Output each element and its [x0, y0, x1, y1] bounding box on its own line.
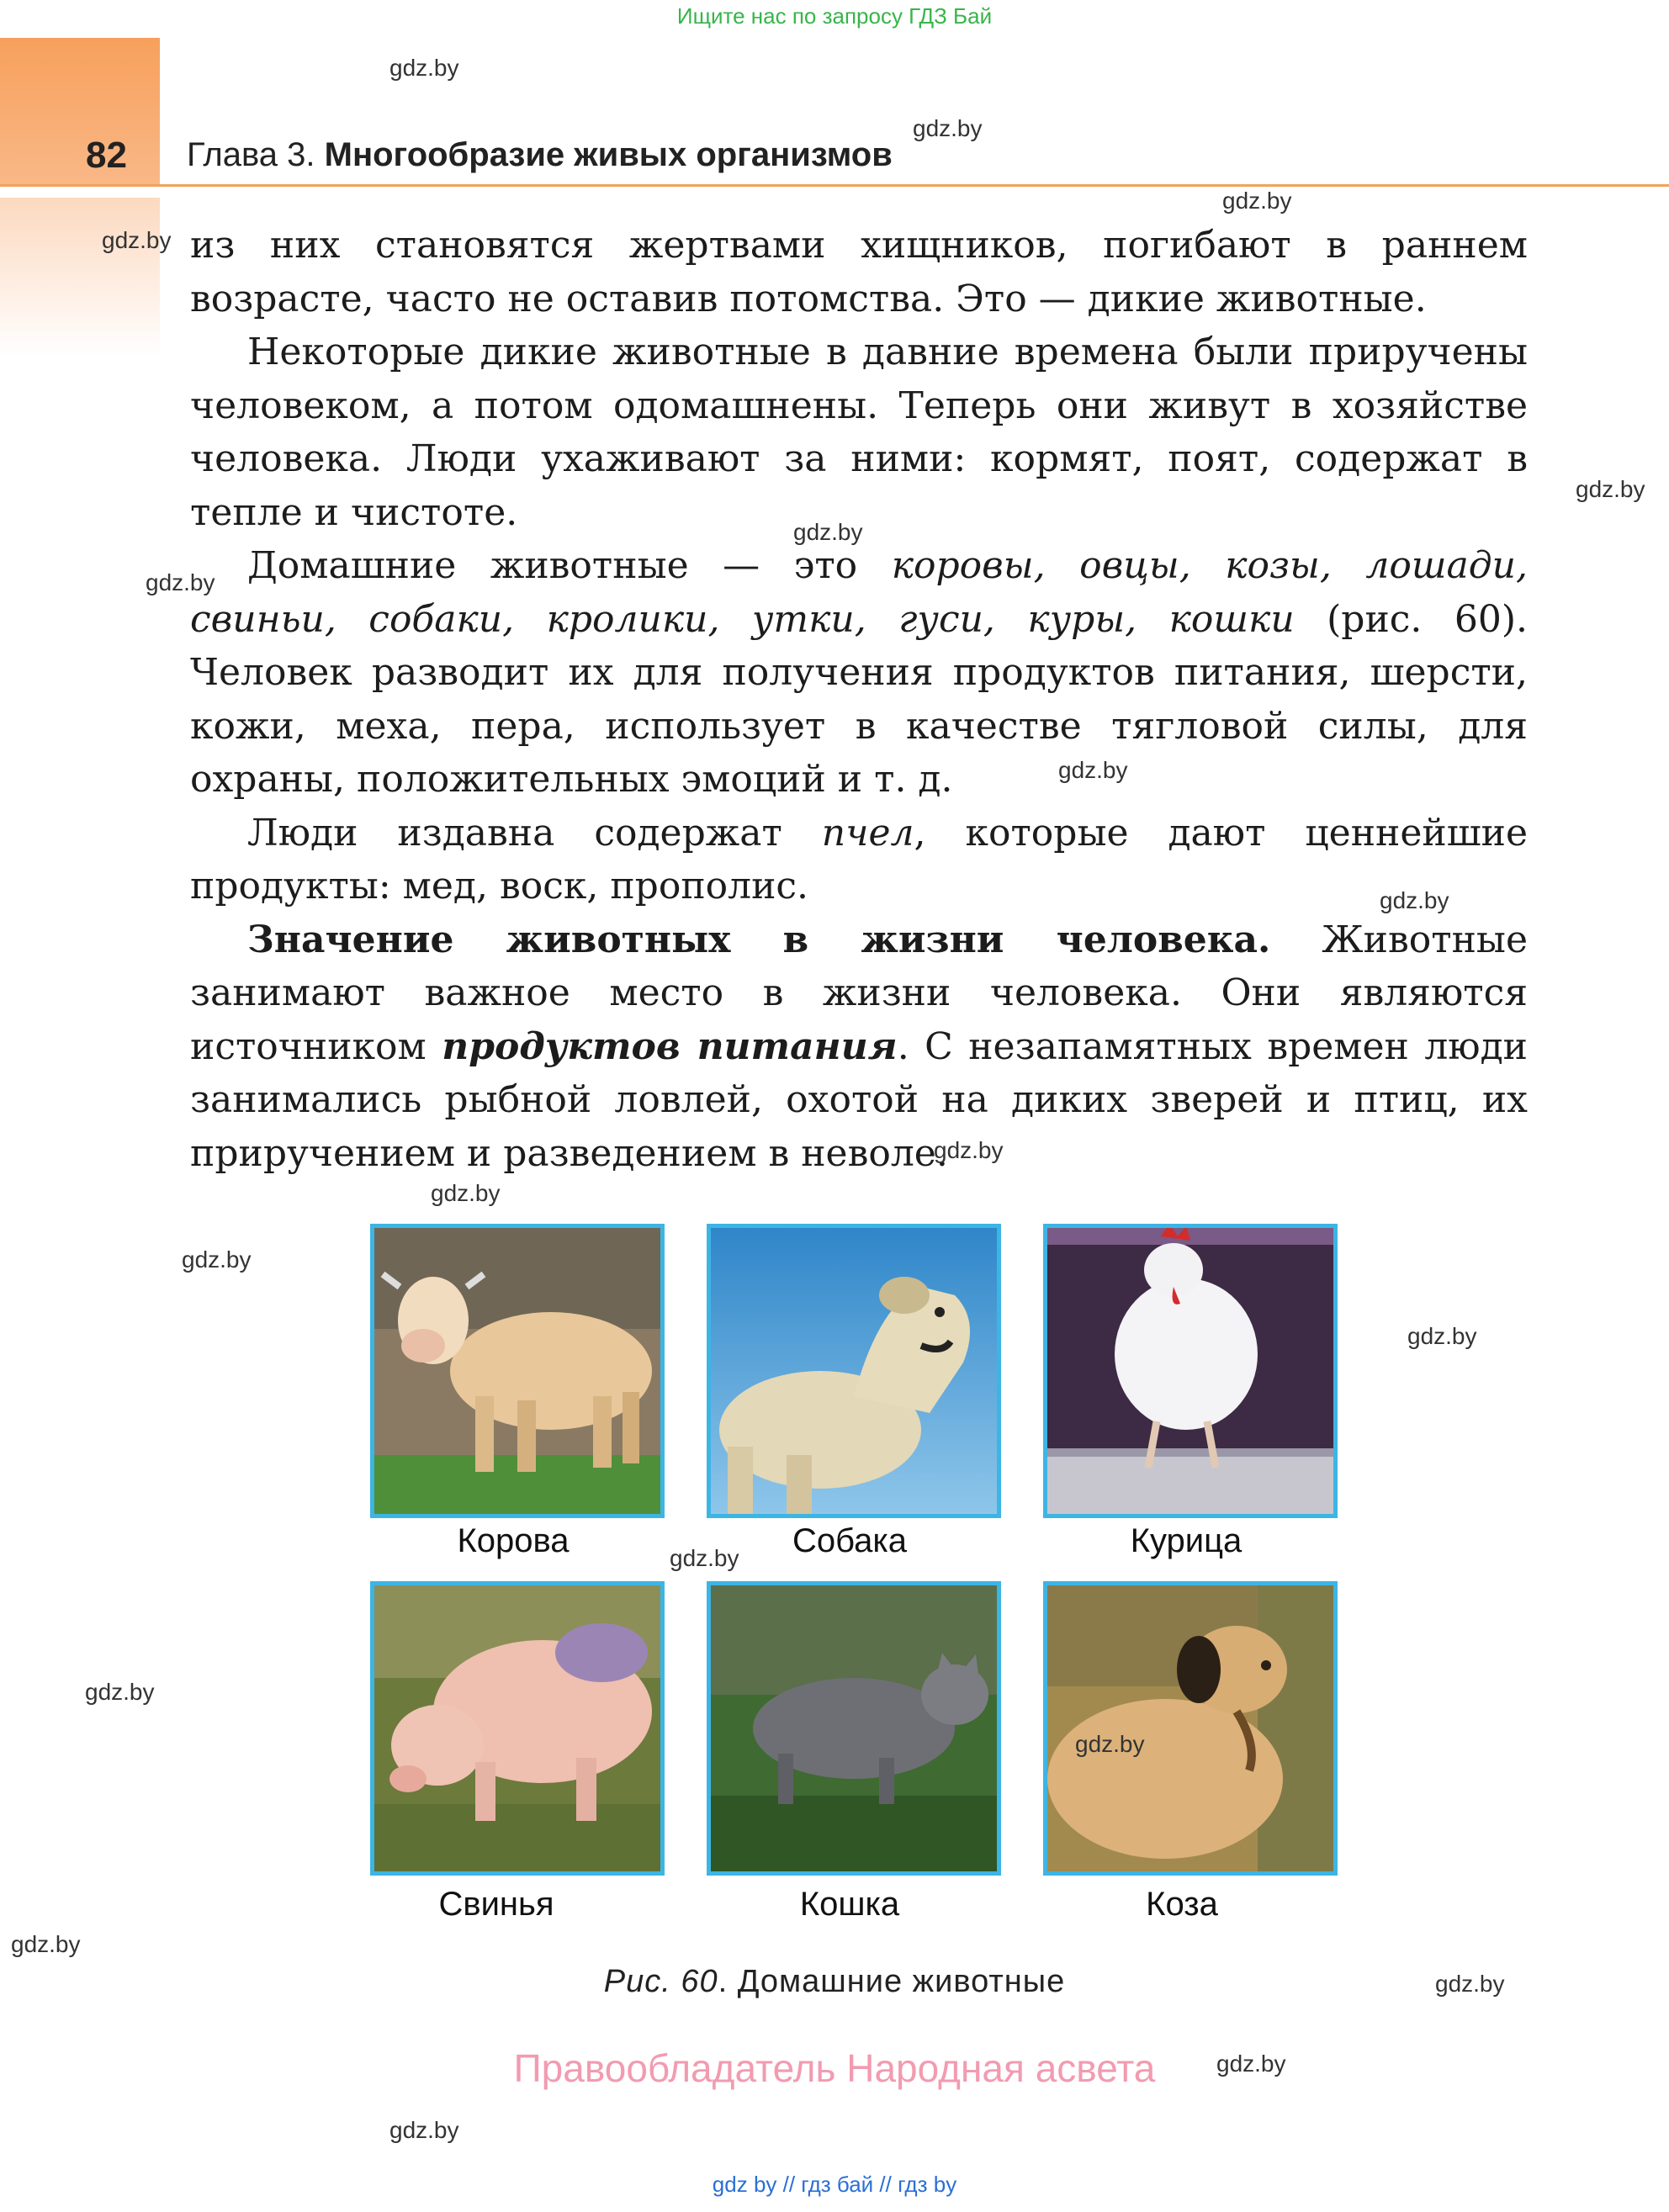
- cow-illustration: [374, 1228, 660, 1514]
- p5-food-products: продуктов питания: [442, 1024, 898, 1068]
- body-text: [190, 219, 1528, 1180]
- p4-bees: пчел: [821, 811, 914, 855]
- watermark: gdz.by: [431, 1180, 501, 1206]
- watermark: gdz.by: [389, 2117, 459, 2143]
- watermark: gdz.by: [670, 1545, 739, 1571]
- label-cat: Кошка: [799, 1886, 900, 1923]
- paragraph-4: [190, 807, 1528, 913]
- label-chicken: Курица: [1130, 1522, 1242, 1559]
- footer-links[interactable]: gdz by // гдз бай // гдз by: [712, 2172, 957, 2197]
- paragraph-2: Некоторые дикие животные в давние времена были приручены человеком, а потом одомашнены. Теперь они живут в хозяйстве человека. Люди ухаживают за ними: кормят, поят, содержат в тепле и чистоте.: [190, 331, 1528, 534]
- label-pig: Свинья: [438, 1886, 554, 1923]
- watermark: gdz.by: [85, 1679, 155, 1705]
- page-number-tab: [0, 38, 160, 185]
- paragraph-3: [190, 539, 1528, 807]
- photo-goat: [1043, 1581, 1338, 1876]
- page-number: 82: [86, 135, 127, 176]
- paragraph-1: из них становятся жертвами хищников, погибают в раннем возрасте, часто не оставив потомства. Это — дикие животные.: [190, 224, 1528, 320]
- p5-end: . С незапамятных времен люди занимались рыбной ловлей, охотой на диких зверей и птиц, их приручением и разведением в неволе.: [190, 1024, 1528, 1175]
- chapter-prefix: Глава 3.: [187, 136, 325, 173]
- watermark: gdz.by: [102, 227, 172, 253]
- photo-pig: [370, 1581, 665, 1876]
- top-search-hint[interactable]: Ищите нас по запросу ГДЗ Бай: [676, 3, 993, 29]
- pig-illustration: [374, 1585, 660, 1871]
- watermark: gdz.by: [1075, 1731, 1145, 1757]
- figure-60: [320, 1161, 1413, 1923]
- figure-caption: [0, 1964, 1669, 2000]
- photo-cat: [707, 1581, 1001, 1876]
- p3-end: (рис. 60). Человек разводит их для получения продуктов питания, шерсти, кожи, меха, пера, использует в качестве тягловой силы, для охраны, положительных эмоций и т. д.: [190, 597, 1528, 801]
- dog-illustration: [711, 1228, 997, 1514]
- chapter-heading: [187, 136, 893, 174]
- watermark: gdz.by: [389, 55, 459, 81]
- watermark: gdz.by: [1058, 757, 1128, 783]
- p3-animal-list: коровы, овцы, козы, лошади, свиньи, собаки, кролики, утки, гуси, куры, кошки: [190, 544, 1529, 641]
- p4-end: , которые дают ценнейшие продукты: мед, воск, прополис.: [190, 811, 1528, 908]
- copyright-notice: Правообладатель Народная асвета: [513, 2046, 1156, 2090]
- photo-dog: [707, 1224, 1001, 1518]
- figure-caption-number: Рис. 60: [603, 1964, 718, 1999]
- p5-start: Животные занимают важное место в жизни человека. Они являются источником: [190, 918, 1528, 1068]
- label-goat: Коза: [1146, 1886, 1218, 1923]
- paragraph-5: [190, 913, 1528, 1181]
- figure-caption-text: . Домашние животные: [718, 1964, 1066, 1999]
- watermark: gdz.by: [1576, 476, 1645, 502]
- label-dog: Собака: [792, 1522, 907, 1559]
- p4-start: Люди издавна содержат: [247, 811, 822, 855]
- label-cow: Корова: [457, 1522, 570, 1559]
- photo-chicken: [1043, 1224, 1338, 1518]
- header-rule: [0, 184, 1669, 187]
- watermark: gdz.by: [1407, 1323, 1477, 1349]
- chicken-illustration: [1047, 1228, 1333, 1514]
- cat-illustration: [711, 1585, 997, 1871]
- p3-start: Домашние животные — это: [247, 544, 892, 587]
- photo-cow: [370, 1224, 665, 1518]
- watermark: gdz.by: [1380, 887, 1449, 913]
- goat-illustration: [1047, 1585, 1333, 1871]
- watermark: gdz.by: [1222, 188, 1292, 214]
- watermark: gdz.by: [146, 569, 215, 595]
- watermark: gdz.by: [1435, 1971, 1505, 1997]
- watermark: gdz.by: [793, 519, 863, 545]
- chapter-title: Многообразие живых организмов: [324, 136, 893, 173]
- watermark: gdz.by: [182, 1246, 252, 1273]
- watermark: gdz.by: [1216, 2051, 1286, 2077]
- watermark: gdz.by: [913, 115, 983, 141]
- watermark: gdz.by: [934, 1137, 1004, 1163]
- section-heading-inline: Значение животных в жизни человека.: [247, 918, 1271, 961]
- margin-decoration: [0, 198, 160, 357]
- watermark: gdz.by: [11, 1931, 81, 1957]
